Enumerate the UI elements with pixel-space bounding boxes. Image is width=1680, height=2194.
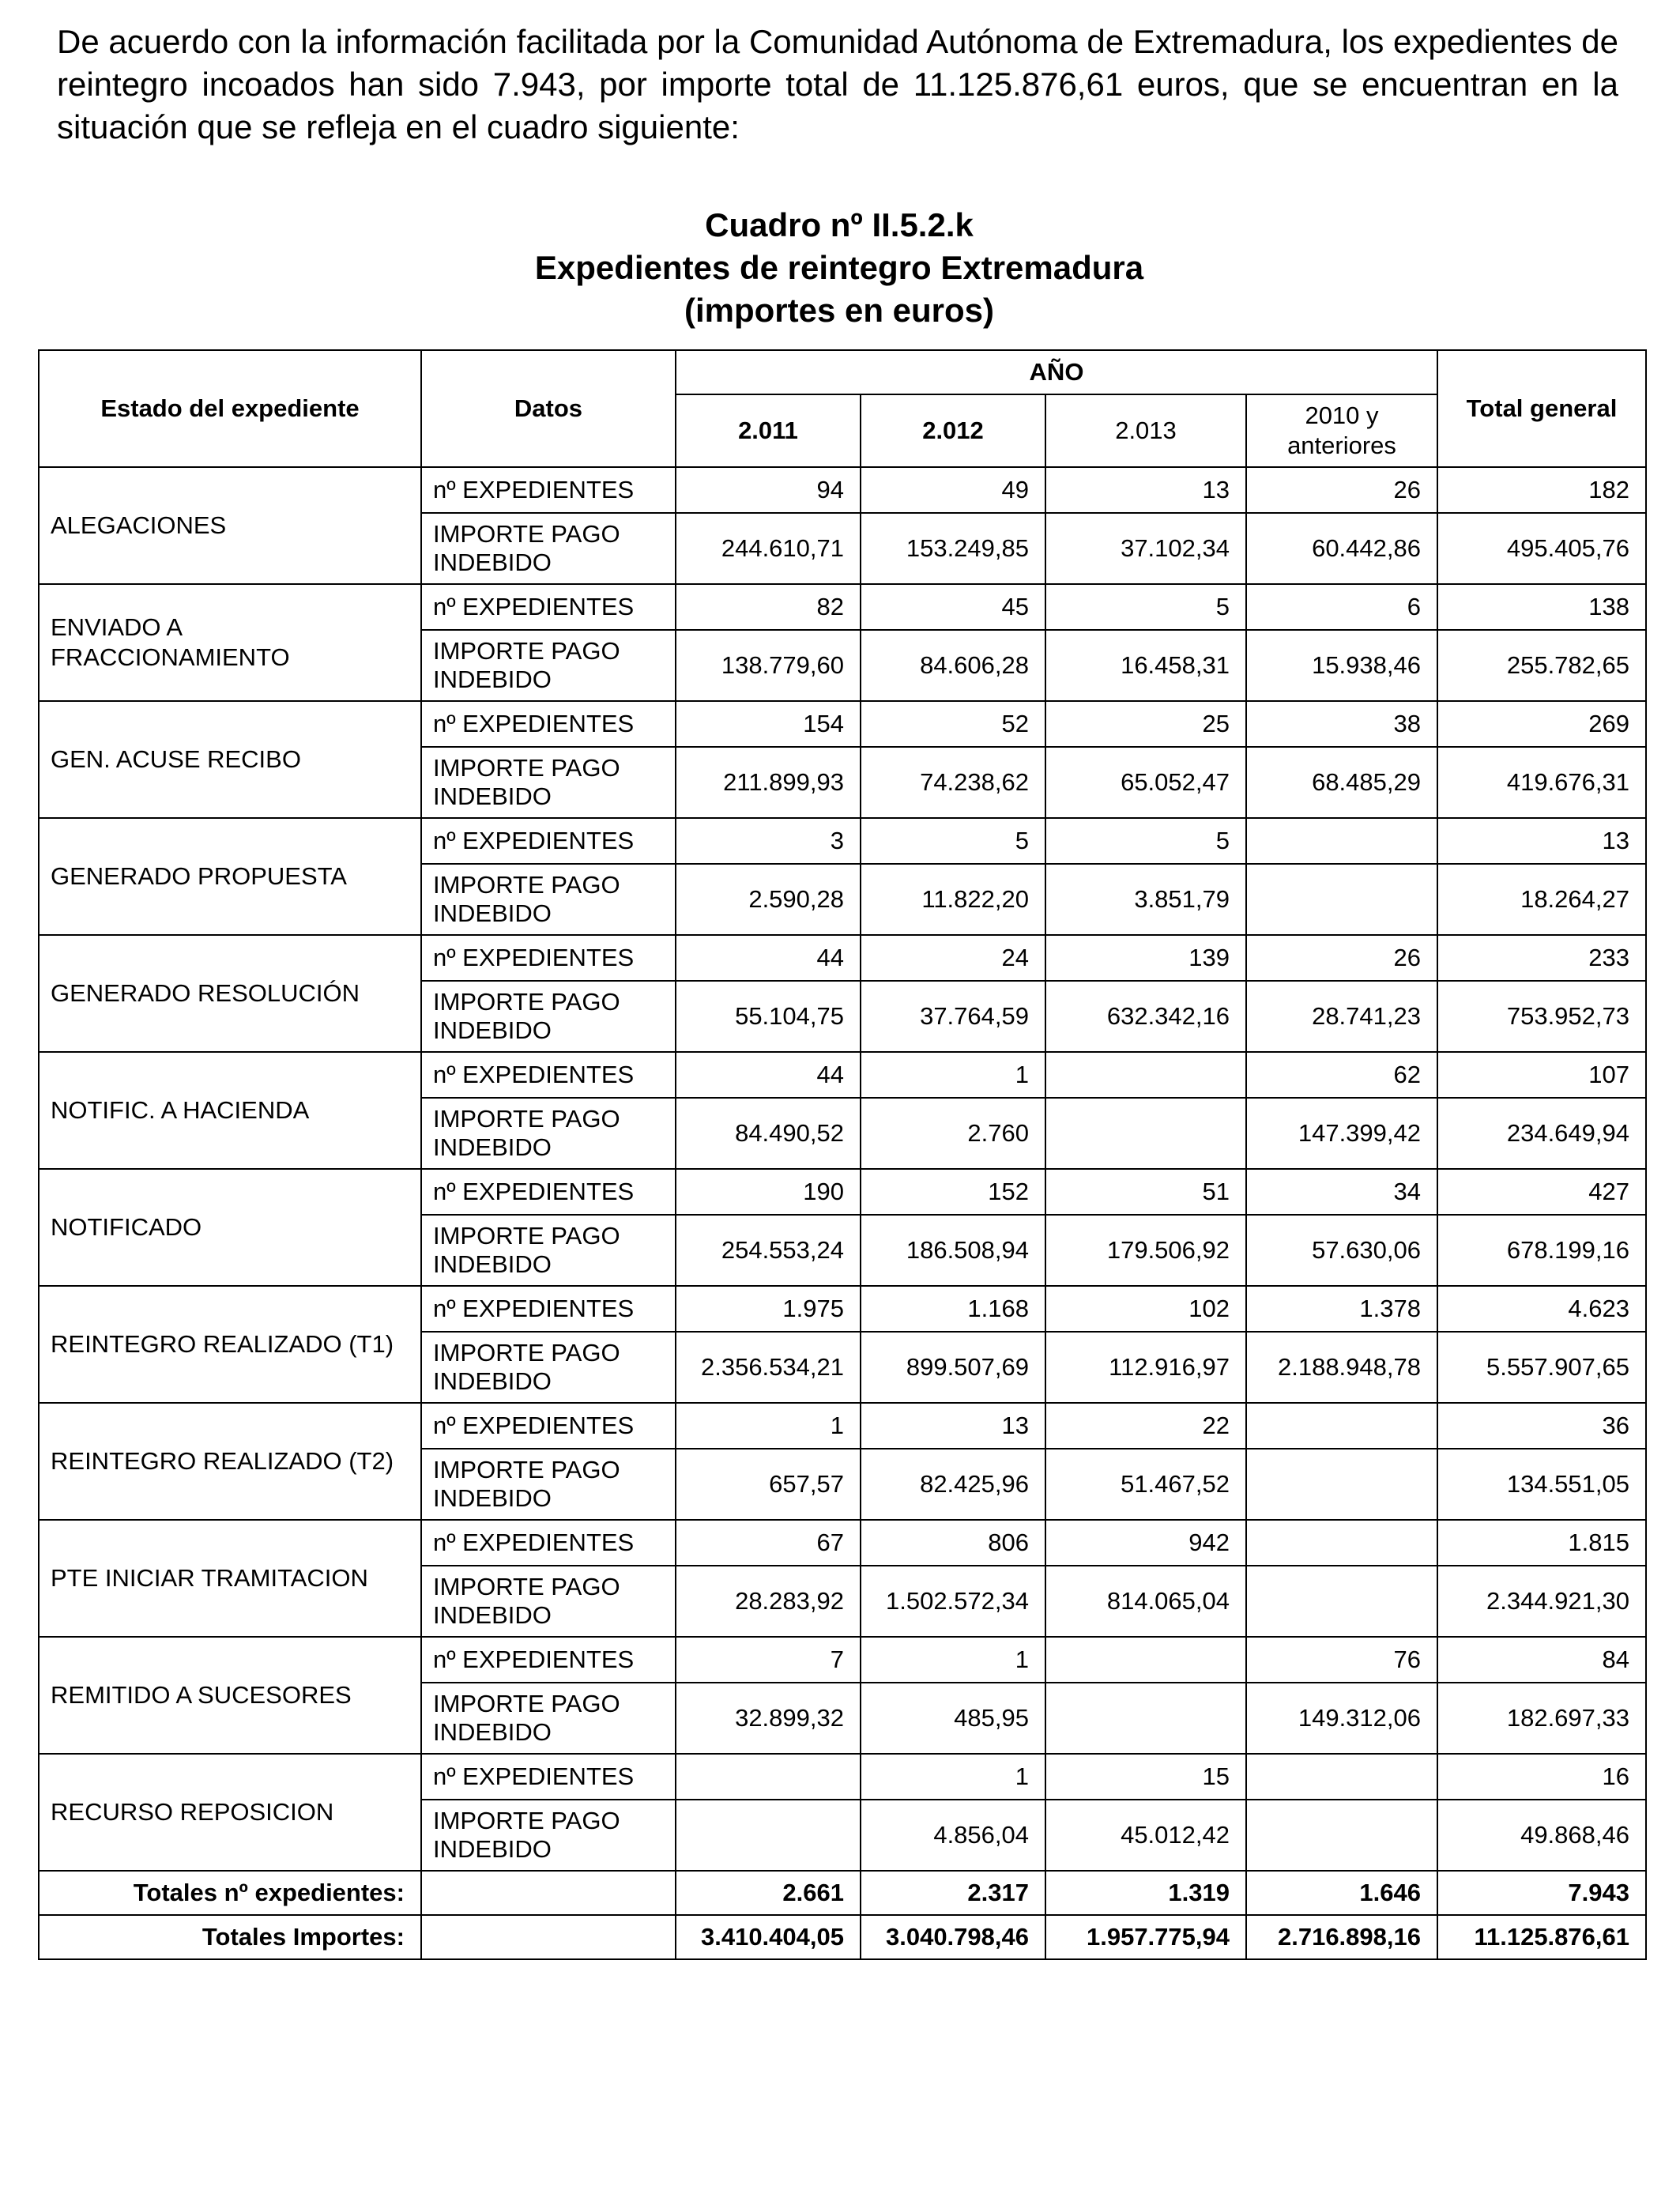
value-cell: 49 — [861, 467, 1045, 513]
value-cell: 1 — [861, 1754, 1045, 1800]
value-cell: 2.356.534,21 — [676, 1332, 861, 1403]
value-cell: 139 — [1045, 935, 1246, 981]
value-cell: 55.104,75 — [676, 981, 861, 1052]
value-cell: 632.342,16 — [1045, 981, 1246, 1052]
table-row — [39, 1286, 1646, 1332]
value-cell: 138.779,60 — [676, 630, 861, 701]
datos-label: IMPORTE PAGO INDEBIDO — [421, 1800, 676, 1871]
value-cell: 45.012,42 — [1045, 1800, 1246, 1871]
value-cell: 34 — [1246, 1169, 1437, 1215]
value-cell: 154 — [676, 701, 861, 747]
value-cell: 82 — [676, 584, 861, 630]
value-cell: 16.458,31 — [1045, 630, 1246, 701]
estado-cell: RECURSO REPOSICION — [39, 1754, 421, 1871]
value-cell: 84.606,28 — [861, 630, 1045, 701]
value-cell — [1045, 1683, 1246, 1754]
estado-cell: GEN. ACUSE RECIBO — [39, 701, 421, 818]
estado-cell: NOTIFIC. A HACIENDA — [39, 1052, 421, 1169]
value-cell: 138 — [1437, 584, 1646, 630]
value-cell: 5 — [1045, 818, 1246, 864]
value-cell: 3.851,79 — [1045, 864, 1246, 935]
value-cell: 74.238,62 — [861, 747, 1045, 818]
value-cell: 2.344.921,30 — [1437, 1566, 1646, 1637]
datos-label: nº EXPEDIENTES — [421, 1637, 676, 1683]
header-anio: AÑO — [676, 350, 1437, 394]
value-cell: 22 — [1045, 1403, 1246, 1449]
value-cell: 244.610,71 — [676, 513, 861, 584]
value-cell: 26 — [1246, 935, 1437, 981]
value-cell: 1.975 — [676, 1286, 861, 1332]
value-cell — [1246, 864, 1437, 935]
totals-value: 1.319 — [1045, 1871, 1246, 1915]
value-cell: 495.405,76 — [1437, 513, 1646, 584]
value-cell: 1.168 — [861, 1286, 1045, 1332]
totals-datos-empty — [421, 1915, 676, 1959]
value-cell: 5 — [1045, 584, 1246, 630]
value-cell: 67 — [676, 1520, 861, 1566]
datos-label: IMPORTE PAGO INDEBIDO — [421, 1566, 676, 1637]
value-cell: 44 — [676, 1052, 861, 1098]
value-cell: 5 — [861, 818, 1045, 864]
value-cell: 36 — [1437, 1403, 1646, 1449]
totals-label: Totales nº expedientes: — [39, 1871, 421, 1915]
value-cell: 57.630,06 — [1246, 1215, 1437, 1286]
intro-paragraph: De acuerdo con la información facilitada por la Comunidad Autónoma de Extremadura, los expedientes de reintegro incoados han sido 7.943, por importe total de 11.125.876,61 euros, que se encuentran en la situación que se refleja en el cuadro siguiente: — [57, 23, 1618, 145]
value-cell: 51 — [1045, 1169, 1246, 1215]
estado-cell: REMITIDO A SUCESORES — [39, 1637, 421, 1754]
value-cell — [1045, 1637, 1246, 1683]
datos-label: nº EXPEDIENTES — [421, 1520, 676, 1566]
value-cell: 4.623 — [1437, 1286, 1646, 1332]
value-cell: 25 — [1045, 701, 1246, 747]
datos-label: IMPORTE PAGO INDEBIDO — [421, 747, 676, 818]
datos-label: nº EXPEDIENTES — [421, 1403, 676, 1449]
value-cell: 15.938,46 — [1246, 630, 1437, 701]
value-cell: 254.553,24 — [676, 1215, 861, 1286]
value-cell: 182.697,33 — [1437, 1683, 1646, 1754]
table-row — [39, 1052, 1646, 1098]
value-cell: 153.249,85 — [861, 513, 1045, 584]
value-cell: 427 — [1437, 1169, 1646, 1215]
value-cell: 94 — [676, 467, 861, 513]
value-cell: 419.676,31 — [1437, 747, 1646, 818]
header-year-2010: 2010 y anteriores — [1246, 394, 1437, 467]
value-cell: 13 — [1045, 467, 1246, 513]
value-cell: 15 — [1045, 1754, 1246, 1800]
value-cell: 190 — [676, 1169, 861, 1215]
value-cell: 234.649,94 — [1437, 1098, 1646, 1169]
value-cell: 134.551,05 — [1437, 1449, 1646, 1520]
estado-cell: REINTEGRO REALIZADO (T2) — [39, 1403, 421, 1520]
value-cell: 24 — [861, 935, 1045, 981]
value-cell — [1246, 818, 1437, 864]
totals-value: 2.716.898,16 — [1246, 1915, 1437, 1959]
table-row — [39, 1520, 1646, 1566]
value-cell: 2.760 — [861, 1098, 1045, 1169]
value-cell: 82.425,96 — [861, 1449, 1045, 1520]
header-total: Total general — [1437, 350, 1646, 467]
value-cell: 65.052,47 — [1045, 747, 1246, 818]
value-cell: 44 — [676, 935, 861, 981]
table-row — [39, 467, 1646, 513]
value-cell: 182 — [1437, 467, 1646, 513]
value-cell: 233 — [1437, 935, 1646, 981]
value-cell: 76 — [1246, 1637, 1437, 1683]
value-cell — [1246, 1566, 1437, 1637]
datos-label: IMPORTE PAGO INDEBIDO — [421, 1098, 676, 1169]
table-row — [39, 818, 1646, 864]
value-cell: 269 — [1437, 701, 1646, 747]
datos-label: nº EXPEDIENTES — [421, 935, 676, 981]
value-cell: 60.442,86 — [1246, 513, 1437, 584]
value-cell — [1045, 1098, 1246, 1169]
datos-label: IMPORTE PAGO INDEBIDO — [421, 513, 676, 584]
value-cell: 1 — [861, 1052, 1045, 1098]
datos-label: IMPORTE PAGO INDEBIDO — [421, 1449, 676, 1520]
value-cell: 107 — [1437, 1052, 1646, 1098]
caption-units: (importes en euros) — [684, 292, 995, 329]
value-cell: 102 — [1045, 1286, 1246, 1332]
datos-label: IMPORTE PAGO INDEBIDO — [421, 1215, 676, 1286]
value-cell: 2.188.948,78 — [1246, 1332, 1437, 1403]
header-year-2013: 2.013 — [1045, 394, 1246, 467]
value-cell: 942 — [1045, 1520, 1246, 1566]
value-cell: 49.868,46 — [1437, 1800, 1646, 1871]
totals-value: 11.125.876,61 — [1437, 1915, 1646, 1959]
caption-number: Cuadro nº II.5.2.k — [705, 206, 974, 243]
header-estado: Estado del expediente — [39, 350, 421, 467]
value-cell — [1246, 1800, 1437, 1871]
datos-label: nº EXPEDIENTES — [421, 467, 676, 513]
reintegro-table — [38, 349, 1647, 1960]
totals-value: 2.661 — [676, 1871, 861, 1915]
value-cell: 51.467,52 — [1045, 1449, 1246, 1520]
datos-label: IMPORTE PAGO INDEBIDO — [421, 1332, 676, 1403]
value-cell: 13 — [1437, 818, 1646, 864]
value-cell: 84 — [1437, 1637, 1646, 1683]
value-cell: 1.815 — [1437, 1520, 1646, 1566]
totals-row — [39, 1871, 1646, 1915]
value-cell: 7 — [676, 1637, 861, 1683]
table-row — [39, 584, 1646, 630]
value-cell: 149.312,06 — [1246, 1683, 1437, 1754]
estado-cell: PTE INICIAR TRAMITACION — [39, 1520, 421, 1637]
datos-label: nº EXPEDIENTES — [421, 1754, 676, 1800]
value-cell: 38 — [1246, 701, 1437, 747]
value-cell — [1246, 1403, 1437, 1449]
totals-label: Totales Importes: — [39, 1915, 421, 1959]
value-cell: 45 — [861, 584, 1045, 630]
table-body — [39, 467, 1646, 1959]
value-cell — [1246, 1449, 1437, 1520]
datos-label: nº EXPEDIENTES — [421, 818, 676, 864]
totals-datos-empty — [421, 1871, 676, 1915]
table-row — [39, 701, 1646, 747]
datos-label: nº EXPEDIENTES — [421, 701, 676, 747]
value-cell: 16 — [1437, 1754, 1646, 1800]
value-cell — [676, 1754, 861, 1800]
estado-cell: REINTEGRO REALIZADO (T1) — [39, 1286, 421, 1403]
table-row — [39, 1637, 1646, 1683]
value-cell: 186.508,94 — [861, 1215, 1045, 1286]
totals-value: 3.040.798,46 — [861, 1915, 1045, 1959]
datos-label: IMPORTE PAGO INDEBIDO — [421, 981, 676, 1052]
value-cell: 68.485,29 — [1246, 747, 1437, 818]
datos-label: nº EXPEDIENTES — [421, 1169, 676, 1215]
totals-value: 3.410.404,05 — [676, 1915, 861, 1959]
value-cell: 1.502.572,34 — [861, 1566, 1045, 1637]
value-cell — [1045, 1052, 1246, 1098]
value-cell: 18.264,27 — [1437, 864, 1646, 935]
value-cell: 211.899,93 — [676, 747, 861, 818]
totals-value: 2.317 — [861, 1871, 1045, 1915]
estado-cell: GENERADO RESOLUCIÓN — [39, 935, 421, 1052]
table-row — [39, 1754, 1646, 1800]
datos-label: IMPORTE PAGO INDEBIDO — [421, 1683, 676, 1754]
value-cell: 26 — [1246, 467, 1437, 513]
value-cell: 147.399,42 — [1246, 1098, 1437, 1169]
totals-row — [39, 1915, 1646, 1959]
value-cell: 814.065,04 — [1045, 1566, 1246, 1637]
caption-title: Expedientes de reintegro Extremadura — [534, 249, 1144, 286]
value-cell: 1.378 — [1246, 1286, 1437, 1332]
value-cell: 678.199,16 — [1437, 1215, 1646, 1286]
header-year-2011: 2.011 — [676, 394, 861, 467]
table-row — [39, 1403, 1646, 1449]
datos-label: nº EXPEDIENTES — [421, 1052, 676, 1098]
datos-label: IMPORTE PAGO INDEBIDO — [421, 630, 676, 701]
value-cell: 32.899,32 — [676, 1683, 861, 1754]
header-datos: Datos — [421, 350, 676, 467]
estado-cell: ALEGACIONES — [39, 467, 421, 584]
value-cell: 28.741,23 — [1246, 981, 1437, 1052]
estado-cell: ENVIADO A FRACCIONAMIENTO — [39, 584, 421, 701]
value-cell: 1 — [676, 1403, 861, 1449]
value-cell: 5.557.907,65 — [1437, 1332, 1646, 1403]
value-cell: 255.782,65 — [1437, 630, 1646, 701]
value-cell: 485,95 — [861, 1683, 1045, 1754]
value-cell: 13 — [861, 1403, 1045, 1449]
header-year-2012: 2.012 — [861, 394, 1045, 467]
value-cell: 84.490,52 — [676, 1098, 861, 1169]
value-cell: 37.764,59 — [861, 981, 1045, 1052]
value-cell: 899.507,69 — [861, 1332, 1045, 1403]
value-cell — [676, 1800, 861, 1871]
value-cell: 6 — [1246, 584, 1437, 630]
table-row — [39, 1169, 1646, 1215]
value-cell: 179.506,92 — [1045, 1215, 1246, 1286]
value-cell: 1 — [861, 1637, 1045, 1683]
value-cell: 753.952,73 — [1437, 981, 1646, 1052]
value-cell: 112.916,97 — [1045, 1332, 1246, 1403]
totals-value: 1.957.775,94 — [1045, 1915, 1246, 1959]
value-cell: 4.856,04 — [861, 1800, 1045, 1871]
value-cell: 657,57 — [676, 1449, 861, 1520]
value-cell: 28.283,92 — [676, 1566, 861, 1637]
value-cell: 806 — [861, 1520, 1045, 1566]
table-row — [39, 935, 1646, 981]
value-cell: 37.102,34 — [1045, 513, 1246, 584]
value-cell: 52 — [861, 701, 1045, 747]
datos-label: nº EXPEDIENTES — [421, 1286, 676, 1332]
value-cell: 3 — [676, 818, 861, 864]
datos-label: IMPORTE PAGO INDEBIDO — [421, 864, 676, 935]
totals-value: 1.646 — [1246, 1871, 1437, 1915]
totals-value: 7.943 — [1437, 1871, 1646, 1915]
estado-cell: NOTIFICADO — [39, 1169, 421, 1286]
table-caption — [38, 204, 1640, 332]
datos-label: nº EXPEDIENTES — [421, 584, 676, 630]
value-cell — [1246, 1754, 1437, 1800]
value-cell — [1246, 1520, 1437, 1566]
estado-cell: GENERADO PROPUESTA — [39, 818, 421, 935]
value-cell: 11.822,20 — [861, 864, 1045, 935]
value-cell: 62 — [1246, 1052, 1437, 1098]
value-cell: 2.590,28 — [676, 864, 861, 935]
value-cell: 152 — [861, 1169, 1045, 1215]
